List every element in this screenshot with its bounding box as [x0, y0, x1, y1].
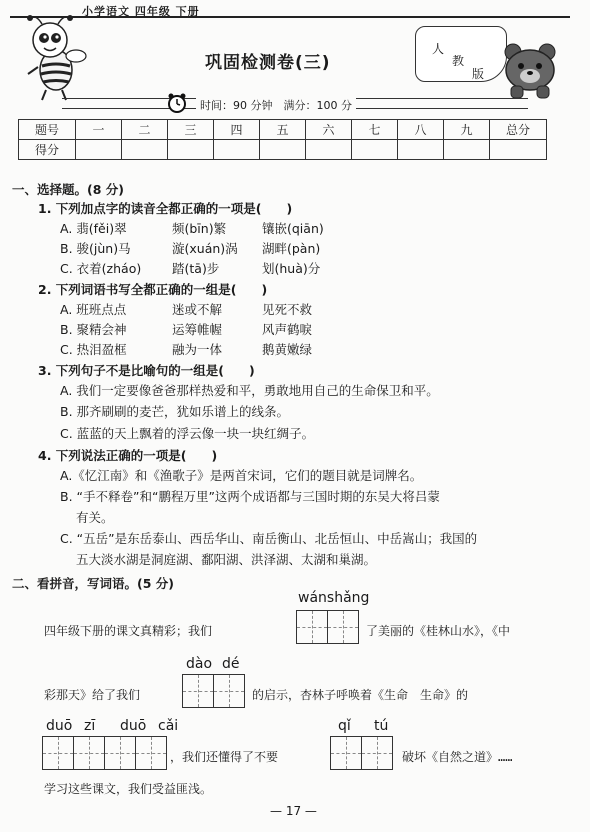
section1-heading: 一、选择题。(8 分): [12, 182, 124, 197]
q2-option-c3: 鹅黄嫩绿: [262, 342, 313, 357]
pinyin-dao: dào: [186, 656, 213, 672]
badge-char-jiao: 教: [452, 54, 465, 68]
score-cell[interactable]: [214, 140, 260, 160]
score-cell[interactable]: [444, 140, 490, 160]
bear-mascot-icon: [497, 40, 565, 100]
q3-option-b: B. 那齐刷刷的麦芒，犹如乐谱上的线条。: [60, 404, 290, 419]
q3-option-c: C. 蓝蓝的天上飘着的浮云像一块一块红绸子。: [60, 426, 315, 441]
score-cell[interactable]: [398, 140, 444, 160]
score-col: 六: [306, 120, 352, 140]
grid-cell[interactable]: [331, 737, 362, 769]
passage-line1-post: 了美丽的《桂林山水》，《中: [366, 624, 511, 638]
q1-option-c2: 踏(tā)步: [172, 261, 220, 276]
q1-option-b3: 湖畔(pàn): [262, 241, 321, 256]
q3-option-a: A. 我们一定要像爸爸那样热爱和平，勇敢地用自己的生命保卫和平。: [60, 383, 439, 398]
grid-cell[interactable]: [43, 737, 74, 769]
grid-cell[interactable]: [74, 737, 105, 769]
q2-option-b3: 风声鹤唳: [262, 322, 313, 337]
pinyin-de: dé: [222, 656, 240, 672]
grid-cell[interactable]: [362, 737, 392, 769]
score-header-row: [19, 120, 547, 140]
passage-line1-pre: 四年级下册的课文真精彩；我们: [44, 624, 213, 638]
q4-stem: 4. 下列说法正确的一项是( ): [38, 448, 218, 463]
q1-option-c3: 划(huà)分: [262, 261, 321, 276]
grid-cell[interactable]: [214, 675, 244, 707]
page-number: — 17 —: [270, 804, 317, 818]
passage-line2-post: 的启示，杏林子呼唤着《生命 生命》的: [252, 688, 469, 702]
score-col: 八: [398, 120, 444, 140]
score-cell[interactable]: [122, 140, 168, 160]
bee-mascot-icon: [18, 12, 88, 104]
alarm-clock-icon: [166, 92, 188, 114]
score-col: 五: [260, 120, 306, 140]
score-col: 四: [214, 120, 260, 140]
grid-cell[interactable]: [136, 737, 166, 769]
answer-grid-daode[interactable]: [182, 674, 245, 708]
q2-option-a2: 迷或不解: [172, 302, 223, 317]
badge-char-ban: 版: [472, 67, 485, 81]
q3-stem: 3. 下列句子不是比喻句的一组是( ): [38, 363, 255, 378]
q2-option-b2: 运筹帷幄: [172, 322, 223, 337]
q1-option-a2: 频(bīn)繁: [172, 221, 227, 236]
q2-option-c1: C. 热泪盈框: [60, 342, 127, 357]
q2-option-c2: 融为一体: [172, 342, 223, 357]
grid-cell[interactable]: [183, 675, 214, 707]
score-col: 二: [122, 120, 168, 140]
pinyin-zi: zī: [84, 718, 96, 734]
score-col: 一: [76, 120, 122, 140]
q2-option-a3: 见死不救: [262, 302, 313, 317]
score-header-label: 题号: [19, 120, 76, 140]
score-row-label: 得分: [19, 140, 76, 160]
grid-cell[interactable]: [328, 611, 358, 643]
time-info: 时间：90 分钟 满分：100 分: [196, 97, 356, 113]
q2-stem: 2. 下列词语书写全都正确的一组是( ): [38, 282, 268, 297]
pinyin-wanshang: wánshǎng: [298, 590, 370, 606]
q2-option-b1: B. 聚精会神: [60, 322, 127, 337]
pinyin-cai: cǎi: [158, 718, 179, 734]
section2-heading: 二、看拼音，写词语。(5 分): [12, 576, 174, 591]
q1-option-a1: A. 翡(fěi)翠: [60, 221, 127, 236]
score-cell[interactable]: [168, 140, 214, 160]
grid-cell[interactable]: [105, 737, 136, 769]
pinyin-qi: qǐ: [338, 718, 351, 734]
page-title: 巩固检测卷(三): [205, 53, 331, 73]
answer-grid-qitu[interactable]: [330, 736, 393, 770]
q1-option-b2: 漩(xuán)涡: [172, 241, 238, 256]
q4-option-a: A.《忆江南》和《渔歌子》是两首宋词，它们的题目就是词牌名。: [60, 468, 423, 483]
q4-option-b-line2: 有关。: [76, 510, 114, 525]
q1-option-b1: B. 骏(jùn)马: [60, 241, 131, 256]
passage-line4: 学习这些课文，我们受益匪浅。: [44, 782, 213, 796]
score-col: 九: [444, 120, 490, 140]
pinyin-tu: tú: [374, 718, 389, 734]
score-value-row: [19, 140, 547, 160]
q2-option-a1: A. 班班点点: [60, 302, 127, 317]
q1-option-c1: C. 衣着(zháo): [60, 261, 142, 276]
grid-cell[interactable]: [297, 611, 328, 643]
passage-line3-mid: ，我们还懂得了不要: [170, 750, 279, 764]
passage-line3-post: 破坏《自然之道》……: [402, 750, 513, 764]
score-cell[interactable]: [306, 140, 352, 160]
passage-line2-pre: 彩那天》给了我们: [44, 688, 141, 702]
score-cell[interactable]: [260, 140, 306, 160]
q4-option-b-line1: B. “手不释卷”和“鹏程万里”这两个成语都与三国时期的东吴大将吕蒙: [60, 489, 440, 504]
q1-stem: 1. 下列加点字的读音全都正确的一项是( ): [38, 201, 293, 216]
q1-option-a3: 镶嵌(qiān): [262, 221, 324, 236]
score-cell[interactable]: [76, 140, 122, 160]
score-col: 七: [352, 120, 398, 140]
q4-option-c-line1: C. “五岳”是东岳泰山、西岳华山、南岳衡山、北岳恒山、中岳嵩山；我国的: [60, 531, 478, 546]
pinyin-duo2: duō: [120, 718, 147, 734]
answer-grid-duozi[interactable]: [42, 736, 167, 770]
series-label: 小学语文 四年级 下册: [82, 5, 200, 18]
score-total-label: 总分: [490, 120, 547, 140]
score-col: 三: [168, 120, 214, 140]
score-total-cell[interactable]: [490, 140, 547, 160]
answer-grid-wanshang[interactable]: [296, 610, 359, 644]
badge-char-ren: 人: [432, 42, 445, 56]
score-table: [18, 119, 547, 160]
pinyin-duo1: duō: [46, 718, 73, 734]
q4-option-c-line2: 五大淡水湖是洞庭湖、鄱阳湖、洪泽湖、太湖和巢湖。: [76, 552, 377, 567]
score-cell[interactable]: [352, 140, 398, 160]
